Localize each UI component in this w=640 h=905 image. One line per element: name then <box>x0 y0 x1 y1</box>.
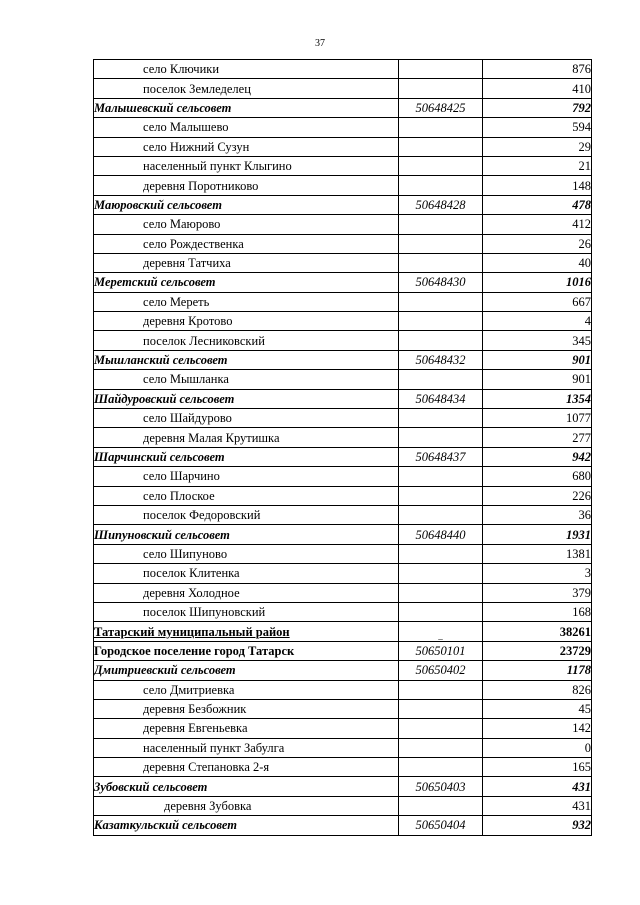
oktmo-code-cell: 50648430 <box>399 273 483 292</box>
name-cell: село Дмитриевка <box>94 680 399 699</box>
table-row <box>94 156 592 175</box>
name-cell: Маюровский сельсовет <box>94 195 399 214</box>
name-cell: село Плоское <box>94 486 399 505</box>
oktmo-code-cell: 50648425 <box>399 98 483 117</box>
name-cell: Малышевский сельсовет <box>94 98 399 117</box>
table-row <box>94 428 592 447</box>
population-cell: 410 <box>483 79 592 98</box>
table-row <box>94 195 592 214</box>
table-row <box>94 370 592 389</box>
table-row <box>94 699 592 718</box>
population-cell: 21 <box>483 156 592 175</box>
table-row <box>94 389 592 408</box>
population-cell: 0 <box>483 738 592 757</box>
table-row <box>94 758 592 777</box>
name-cell: Зубовский сельсовет <box>94 777 399 796</box>
population-cell: 942 <box>483 447 592 466</box>
population-cell: 40 <box>483 253 592 272</box>
population-cell: 36 <box>483 505 592 524</box>
table-row <box>94 467 592 486</box>
table-row <box>94 602 592 621</box>
name-cell: поселок Земледелец <box>94 79 399 98</box>
oktmo-code-cell <box>399 486 483 505</box>
oktmo-code-cell <box>399 583 483 602</box>
oktmo-code-cell <box>399 409 483 428</box>
name-cell: деревня Безбожник <box>94 699 399 718</box>
oktmo-code-cell: 50650403 <box>399 777 483 796</box>
name-cell: деревня Зубовка <box>94 796 399 815</box>
name-cell: село Шипуново <box>94 544 399 563</box>
oktmo-code-cell <box>399 370 483 389</box>
table-row <box>94 641 592 660</box>
population-cell: 142 <box>483 719 592 738</box>
oktmo-code-cell <box>399 738 483 757</box>
population-cell: 667 <box>483 292 592 311</box>
oktmo-code-cell <box>399 699 483 718</box>
population-table <box>93 59 592 836</box>
oktmo-code-cell: 50650404 <box>399 816 483 835</box>
name-cell: Меретский сельсовет <box>94 273 399 292</box>
table-row <box>94 564 592 583</box>
population-cell: 412 <box>483 215 592 234</box>
population-cell: 165 <box>483 758 592 777</box>
oktmo-code-cell <box>399 505 483 524</box>
name-cell: село Шайдурово <box>94 409 399 428</box>
table-row <box>94 273 592 292</box>
table-row <box>94 118 592 137</box>
population-cell: 148 <box>483 176 592 195</box>
population-cell: 226 <box>483 486 592 505</box>
oktmo-code-cell <box>399 79 483 98</box>
oktmo-code-cell <box>399 796 483 815</box>
oktmo-code-cell: _ <box>399 622 483 641</box>
population-cell: 826 <box>483 680 592 699</box>
oktmo-code-cell: 50650101 <box>399 641 483 660</box>
table-row <box>94 796 592 815</box>
table-row <box>94 350 592 369</box>
name-cell: населенный пункт Забулга <box>94 738 399 757</box>
table-row <box>94 680 592 699</box>
population-cell: 901 <box>483 370 592 389</box>
population-cell: 431 <box>483 796 592 815</box>
oktmo-code-cell: 50648434 <box>399 389 483 408</box>
name-cell: Шарчинский сельсовет <box>94 447 399 466</box>
name-cell: село Мереть <box>94 292 399 311</box>
table-row <box>94 312 592 331</box>
table-row <box>94 622 592 641</box>
name-cell: населенный пункт Клыгино <box>94 156 399 175</box>
population-cell: 594 <box>483 118 592 137</box>
oktmo-code-cell <box>399 215 483 234</box>
population-cell: 168 <box>483 602 592 621</box>
oktmo-code-cell: 50650402 <box>399 661 483 680</box>
name-cell: село Нижний Сузун <box>94 137 399 156</box>
population-cell: 1178 <box>483 661 592 680</box>
oktmo-code-cell <box>399 758 483 777</box>
table-row <box>94 544 592 563</box>
table-row <box>94 447 592 466</box>
name-cell: Казаткульский сельсовет <box>94 816 399 835</box>
oktmo-code-cell <box>399 312 483 331</box>
oktmo-code-cell <box>399 156 483 175</box>
table-row <box>94 137 592 156</box>
population-cell: 1016 <box>483 273 592 292</box>
name-cell: деревня Татчиха <box>94 253 399 272</box>
table-row <box>94 234 592 253</box>
table-row <box>94 253 592 272</box>
name-cell: поселок Федоровский <box>94 505 399 524</box>
name-cell: деревня Кротово <box>94 312 399 331</box>
population-cell: 431 <box>483 777 592 796</box>
oktmo-code-cell: 50648437 <box>399 447 483 466</box>
population-cell: 792 <box>483 98 592 117</box>
population-cell: 680 <box>483 467 592 486</box>
table-row <box>94 486 592 505</box>
population-cell: 3 <box>483 564 592 583</box>
population-cell: 45 <box>483 699 592 718</box>
population-cell: 1931 <box>483 525 592 544</box>
oktmo-code-cell: 50648432 <box>399 350 483 369</box>
population-cell: 1077 <box>483 409 592 428</box>
population-cell: 1354 <box>483 389 592 408</box>
name-cell: Шипуновский сельсовет <box>94 525 399 544</box>
name-cell: село Малышево <box>94 118 399 137</box>
table-row <box>94 661 592 680</box>
oktmo-code-cell <box>399 331 483 350</box>
name-cell: Мышланский сельсовет <box>94 350 399 369</box>
name-cell: село Ключики <box>94 60 399 79</box>
table-row <box>94 79 592 98</box>
population-cell: 23729 <box>483 641 592 660</box>
table-body <box>94 60 592 836</box>
oktmo-code-cell <box>399 467 483 486</box>
table-row <box>94 409 592 428</box>
oktmo-code-cell <box>399 564 483 583</box>
table-row <box>94 777 592 796</box>
table-row <box>94 98 592 117</box>
oktmo-code-cell <box>399 544 483 563</box>
name-cell: поселок Лесниковский <box>94 331 399 350</box>
name-cell: поселок Шипуновский <box>94 602 399 621</box>
oktmo-code-cell <box>399 602 483 621</box>
oktmo-code-cell: 50648440 <box>399 525 483 544</box>
table-row <box>94 719 592 738</box>
population-cell: 478 <box>483 195 592 214</box>
table-row <box>94 583 592 602</box>
population-cell: 29 <box>483 137 592 156</box>
population-cell: 38261 <box>483 622 592 641</box>
name-cell: Дмитриевский сельсовет <box>94 661 399 680</box>
population-cell: 379 <box>483 583 592 602</box>
table-row <box>94 816 592 835</box>
population-cell: 901 <box>483 350 592 369</box>
name-cell: село Шарчино <box>94 467 399 486</box>
population-cell: 26 <box>483 234 592 253</box>
table-row <box>94 505 592 524</box>
name-cell: село Мышланка <box>94 370 399 389</box>
population-cell: 4 <box>483 312 592 331</box>
table-row <box>94 176 592 195</box>
page-number: 37 <box>315 38 325 49</box>
oktmo-code-cell <box>399 680 483 699</box>
table-row <box>94 525 592 544</box>
oktmo-code-cell <box>399 137 483 156</box>
name-cell: поселок Клитенка <box>94 564 399 583</box>
oktmo-code-cell: 50648428 <box>399 195 483 214</box>
oktmo-code-cell <box>399 60 483 79</box>
table-row <box>94 215 592 234</box>
oktmo-code-cell <box>399 118 483 137</box>
population-cell: 277 <box>483 428 592 447</box>
table-row <box>94 60 592 79</box>
name-cell: село Маюрово <box>94 215 399 234</box>
name-cell: Татарский муниципальный район <box>94 622 399 641</box>
oktmo-code-cell <box>399 234 483 253</box>
name-cell: деревня Малая Крутишка <box>94 428 399 447</box>
name-cell: деревня Евгеньевка <box>94 719 399 738</box>
table-row <box>94 738 592 757</box>
population-cell: 1381 <box>483 544 592 563</box>
name-cell: село Рождественка <box>94 234 399 253</box>
name-cell: Городское поселение город Татарск <box>94 641 399 660</box>
table-row <box>94 331 592 350</box>
oktmo-code-cell <box>399 719 483 738</box>
name-cell: Шайдуровский сельсовет <box>94 389 399 408</box>
oktmo-code-cell <box>399 176 483 195</box>
table-row <box>94 292 592 311</box>
name-cell: деревня Поротниково <box>94 176 399 195</box>
name-cell: деревня Степановка 2-я <box>94 758 399 777</box>
population-cell: 932 <box>483 816 592 835</box>
population-cell: 345 <box>483 331 592 350</box>
oktmo-code-cell <box>399 292 483 311</box>
name-cell: деревня Холодное <box>94 583 399 602</box>
oktmo-code-cell <box>399 253 483 272</box>
population-cell: 876 <box>483 60 592 79</box>
oktmo-code-cell <box>399 428 483 447</box>
